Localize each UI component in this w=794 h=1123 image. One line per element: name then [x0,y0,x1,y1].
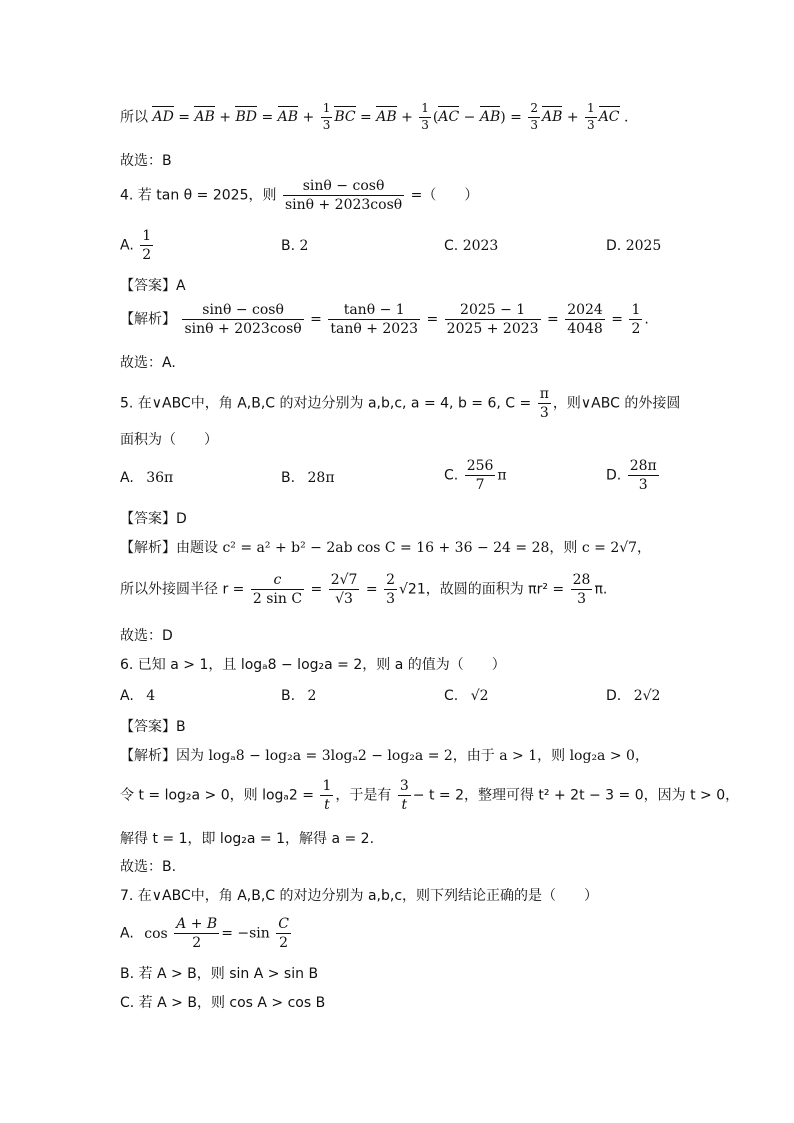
q5-opt-d-den: 3 [638,477,648,494]
q5-option-d [606,458,661,493]
q6-option-d [606,688,660,704]
q4-option-c-label: C. [444,238,459,254]
q4-sol-f3-den: 2025 + 2023 [446,321,539,338]
q6-sol-f2 [398,778,411,813]
vec-AB-4: AB [479,109,501,126]
q5-opt-d-num: 28π [628,458,659,476]
q6-option-c-value: √2 [470,688,489,704]
q7-option-b: B. 若 A > B，则 sin A > sin B [120,966,319,982]
q6-option-b-label: B. [281,688,296,704]
q4-sol-f4-num: 2024 [565,302,605,320]
q7-option-a-f2-num: C [276,916,291,934]
q4-sol-f1-num: sinθ − cosθ [182,302,303,320]
q5-option-c-fraction [465,458,496,493]
q5-sol-f3 [384,572,397,607]
q5-stem-b: ，则∨ABC 的外接圆 [552,395,681,412]
q4-option-d-value: 2025 [625,238,662,254]
q5-stem-a: 5. 在∨ABC中，角 A,B,C 的对边分别为 a,b,c, a = 4, b = 6, C = [120,395,532,412]
q5-sol-f4-num: 28 [571,572,593,590]
line1-prefix: 所以 [120,109,148,126]
q4-option-d-label: D. [606,238,622,254]
q4-sol-f3-num: 2025 − 1 [445,302,541,320]
q6-option-d-value: 2√2 [633,688,661,704]
q5-option-b-label: B. [281,470,296,486]
q7-option-a-f1 [174,916,219,951]
q5-option-c [444,458,507,493]
q4-sol-f3 [445,302,541,337]
vec-AB-2: AB [277,109,299,126]
q6-option-c-label: C. [444,688,459,704]
q6-option-b [281,688,316,704]
frac-one-third-3: $\frac{1}{3}$ [587,101,595,132]
vec-BC: BC [334,109,356,126]
q4-analysis: 【解析】 $\frac{\sin\theta - \cos\theta}{\sin\theta + 2023\cos\theta}$ = $\frac{\tan\theta - 1}{\tan\theta + 2023}$ = $\frac{2025 - 1}{2025 + 2023}$ = $\frac{2024}{4048}$ = $\frac{1}{2}$ . [120,302,649,338]
q4-option-a-fraction [140,228,153,263]
q6-analysis-line3: 解得 t = 1，即 log₂a = 1，解得 a = 2. [120,831,375,847]
q5-sol-line2-end: π. [594,581,608,598]
q6-option-c [444,688,489,704]
q7-option-a-cos: cos [144,925,168,942]
answer-choose-3: 故选：B [120,153,172,169]
frac-two-thirds: $\frac{2}{3}$ [530,101,538,132]
q6-option-b-value: 2 [307,688,317,704]
q5-option-a-label: A. [120,470,134,486]
q6-option-a-label: A. [120,688,134,704]
q4-stem-fraction [283,178,404,213]
q5-answer: 【答案】D [120,511,187,527]
q5-sol-f1-num: c [251,572,304,590]
q6-answer: 【答案】B [120,719,186,735]
q5-option-c-label: C. [444,467,459,484]
q5-option-d-fraction [628,458,659,493]
vector-equation-line: 所以 AD = AB + BD = AB + $\frac{1}{3}$ BC = AB + $\frac{1}{3}$ (AC − AB) = $\frac{2}{3}$ AB + $\frac{1}{3}$ AC . [120,101,629,132]
frac-one-third-1: $\frac{1}{3}$ [322,101,331,132]
q5-analysis-line1 [120,537,651,557]
q6-stem: 6. 已知 a > 1，且 logₐ8 − log₂a = 2，则 a 的值为（ ） [120,657,506,673]
q4-stem-text: 4. 若 tan θ = 2025，则 [120,187,277,204]
q6-sol-f1-num: 1 [320,778,333,796]
q7-option-a-mid: = −sin [221,925,270,942]
q5-sol-f4-den: 3 [577,591,586,608]
q5-stem-line2: 面积为（ ） [120,432,218,448]
q5-opt-c-den: 7 [475,477,485,494]
q5-sol-f2 [329,572,360,607]
vec-AB-3: AB [376,109,397,126]
q6-sol-line2-c: − t = 2，整理可得 t² + 2t − 3 = 0，因为 t > 0， [412,787,740,804]
q4-answer: 【答案】A [120,278,186,294]
vec-AD: AD [152,109,174,126]
q7-option-a-f2 [276,916,291,951]
q4-sol-f5-den: 2 [631,321,641,338]
q5-three: 3 [539,405,549,422]
q5-opt-c-num: 256 [465,458,496,476]
q5-sol-line2-mid: √21，故圆的面积为 πr² = [399,581,565,598]
q6-choose: 故选：B. [120,859,177,875]
q4-frac-num: sinθ − cosθ [283,178,404,196]
q6-sol-line2-b: ，于是有 [335,787,392,804]
q4-choose: 故选：A. [120,355,176,371]
q4-frac-den: sinθ + 2023cosθ [284,197,403,214]
q4-stem [120,178,478,213]
q4-analysis-label: 【解析】 [120,311,176,328]
q4-option-a-label: A. [120,237,134,254]
q4-sol-f2-den: tanθ + 2023 [330,321,419,338]
q4-option-b-value: 2 [299,238,309,254]
q5-option-b-value: 28π [307,470,335,486]
q6-sol-f2-den: t [401,797,408,814]
q7-option-a-f1-den: 2 [192,935,202,952]
q6-sol-f1 [320,778,333,813]
vec-BD: BD [235,109,257,126]
q4-sol-f1-den: sinθ + 2023cosθ [184,321,302,338]
q5-analysis-line2: 所以外接圆半径 r = $\frac{c}{\text{2 sin C}}$ = $\frac{2√7}{√3}$ = $\frac{2}{3}$ √21，故圆的面积为 πr² = $\frac{28}{3}$ π. [120,572,608,608]
q5-analysis-label: 【解析】 [120,540,176,556]
q7-option-a [120,916,293,951]
q7-option-a-label: A. [120,925,134,942]
q4-sol-f5-num: 1 [629,302,642,320]
q5-option-a [120,470,173,486]
q5-sol-f2-den: √3 [335,591,353,608]
q5-sol-line1: 由题设 c² = a² + b² − 2ab cos C = 16 + 36 − 24 = 28，则 c = 2√7， [176,540,652,556]
frac-one-third-2: $\frac{1}{3}$ [421,101,429,132]
q4-sol-f5 [629,302,642,337]
q7-option-a-f2-den: 2 [279,935,289,952]
vec-AB-1: AB [194,109,215,126]
vec-AC-1: AC [438,109,460,126]
q5-opt-c-pi: π [497,467,507,484]
q4-stem-tail: =（ ） [406,187,479,204]
q5-sol-line2-pre: 所以外接圆半径 r = [120,581,245,598]
q4-sol-f1 [182,302,303,337]
q5-sol-f3-den: 3 [386,591,395,608]
q4-option-d [606,238,661,254]
q4-option-c-value: 2023 [462,238,499,254]
q6-sol-f1-den: t [324,797,330,814]
q5-option-a-value: 36π [146,470,174,486]
q6-analysis-line1 [120,745,649,765]
q4-sol-f2 [328,302,420,337]
q4-option-a [120,228,155,263]
q7-option-a-f1-num: A + B [174,916,219,934]
q5-sol-f1 [251,572,304,607]
q7-stem: 7. 在∨ABC中，角 A,B,C 的对边分别为 a,b,c，则下列结论正确的是（ ） [120,888,599,904]
q6-sol-line2-a: 令 t = log₂a > 0，则 logₐ2 = [120,787,315,804]
q5-option-d-label: D. [606,467,622,484]
q4-opt-a-den: 2 [142,247,152,264]
q5-sol-f4 [571,572,593,607]
q5-pi: π [538,386,551,404]
q5-angle-fraction [538,386,551,421]
q5-sol-f1-den: 2 sin C [252,591,303,608]
q6-sol-f2-num: 3 [398,778,411,796]
q5-option-b [281,470,335,486]
q6-option-a [120,688,155,704]
q4-sol-f2-num: tanθ − 1 [328,302,420,320]
q4-sol-f4-den: 4048 [567,321,603,338]
vec-AB-5: AB [542,109,563,126]
q4-option-b-label: B. [281,238,296,254]
q6-option-d-label: D. [606,688,622,704]
vec-AC-2: AC [598,109,620,126]
q6-analysis-line2 [120,778,739,813]
q6-analysis-label: 【解析】 [120,748,176,764]
q6-sol-line1: 因为 logₐ8 − log₂a = 3logₐ2 − log₂a = 2，由于 a > 1，则 log₂a > 0， [176,748,649,764]
q4-opt-a-num: 1 [140,228,153,246]
q4-option-b [281,238,308,254]
q5-sol-f3-num: 2 [384,572,397,590]
q4-sol-f4 [565,302,605,337]
q4-option-c [444,238,498,254]
q5-sol-f2-num: 2√7 [329,572,360,590]
q5-choose: 故选：D [120,628,173,644]
q5-stem [120,386,680,421]
q6-option-a-value: 4 [146,688,156,704]
q7-option-c: C. 若 A > B，则 cos A > cos B [120,995,326,1011]
